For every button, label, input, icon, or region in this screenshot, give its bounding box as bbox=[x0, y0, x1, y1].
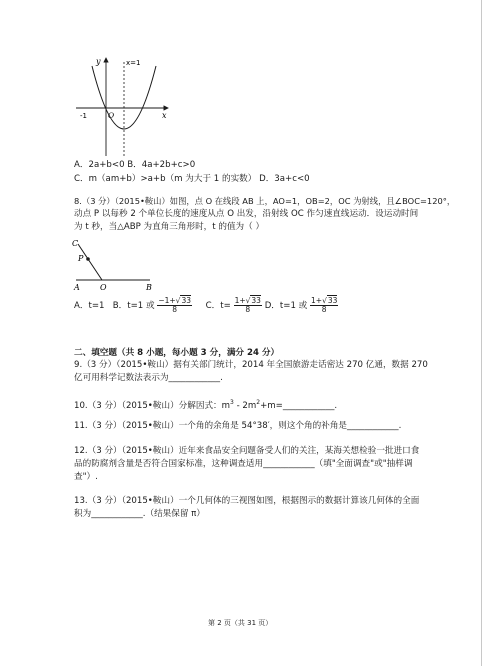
label-b: B bbox=[146, 283, 152, 292]
symmetry-line-label: x=1 bbox=[126, 59, 141, 67]
page-edge bbox=[481, 0, 482, 666]
q8-option-d: D．t=1 或 bbox=[264, 301, 308, 311]
origin-label: O bbox=[108, 111, 115, 120]
q10-line: 10.（3 分）（2015•鞍山）分解因式：$m^3$ - $2m^2+m=\_\_\_\_\_\_\_\_\_\_\_\_$. bbox=[74, 399, 338, 411]
q8-option-a: A．t=1 bbox=[74, 301, 105, 311]
page-footer: 第 2 页（共 31 页） bbox=[208, 619, 273, 627]
q13-line1: 13.（3 分）（2015•鞍山）一个几何体的三视图如图，根据图示的数据计算该几何体的全面 bbox=[74, 496, 420, 506]
q8-figure bbox=[70, 236, 190, 292]
y-axis-label: y bbox=[96, 57, 101, 66]
q8-options bbox=[74, 296, 338, 316]
label-c: C bbox=[72, 239, 79, 248]
label-a: A bbox=[74, 283, 80, 292]
q11-line: 11.（3 分）（2015•鞍山）一个角的余角是 54°38′，则这个角的补角是____________. bbox=[74, 421, 402, 431]
x-axis-label: x bbox=[162, 111, 167, 120]
minus-one-label: -1 bbox=[80, 112, 87, 120]
q8-line1: 8.（3 分）（2015•鞍山）如图，点 O 在线段 AB 上，AO=1，OB=2，OC 为射线，且∠BOC=120°， bbox=[74, 196, 456, 206]
label-o: O bbox=[100, 283, 107, 292]
q8-option-d-fraction: $\frac{1+√33}{8}$ bbox=[311, 296, 338, 314]
q7-options-line2: C．m（am+b）>a+b（m 为大于 1 的实数） D．3a+c<0 bbox=[74, 174, 310, 184]
q8-line2: 动点 P 以每秒 2 个单位长度的速度从点 O 出发，沿射线 OC 作匀速直线运动．设运动时间 bbox=[74, 209, 419, 219]
q8-option-c-fraction: $\frac{1+√33}{8}$ bbox=[234, 296, 261, 314]
q9-line1: 9.（3 分）（2015•鞍山）据有关部门统计，2014 年全国旅游走话密达 270 亿通，数据 270 bbox=[74, 360, 428, 370]
q12-line3: 查"）. bbox=[74, 472, 98, 482]
label-p: P bbox=[78, 254, 84, 263]
q8-line3: 为 t 秒，当△ABP 为直角三角形时，t 的值为（ ） bbox=[74, 222, 265, 232]
q9-line2: 亿可用科学记数法表示为____________. bbox=[74, 373, 223, 383]
q8-option-b-fraction: $\frac{-1+√33}{8}$ bbox=[158, 296, 191, 314]
q12-line2: 品的防腐剂含量是否符合国家标准，这种调查适用____________（填"全面调查"或"抽样调 bbox=[74, 459, 413, 469]
q8-option-c: C．t= bbox=[205, 301, 231, 311]
section-heading: 二、填空题（共 8 小题，每小题 3 分，满分 24 分） bbox=[74, 348, 280, 358]
q7-options-line1: A．2a+b<0 B．4a+2b+c>0 bbox=[74, 160, 196, 170]
q13-line2: 积为____________.（结果保留 π） bbox=[74, 509, 205, 519]
parabola-graph bbox=[74, 52, 174, 158]
point-p bbox=[86, 257, 90, 261]
q8-option-b: B．t=1 或 bbox=[112, 301, 155, 311]
q12-line1: 12.（3 分）（2015•鞍山）近年来食品安全问题备受人们的关注，某海关想检验一批进口食 bbox=[74, 446, 420, 456]
